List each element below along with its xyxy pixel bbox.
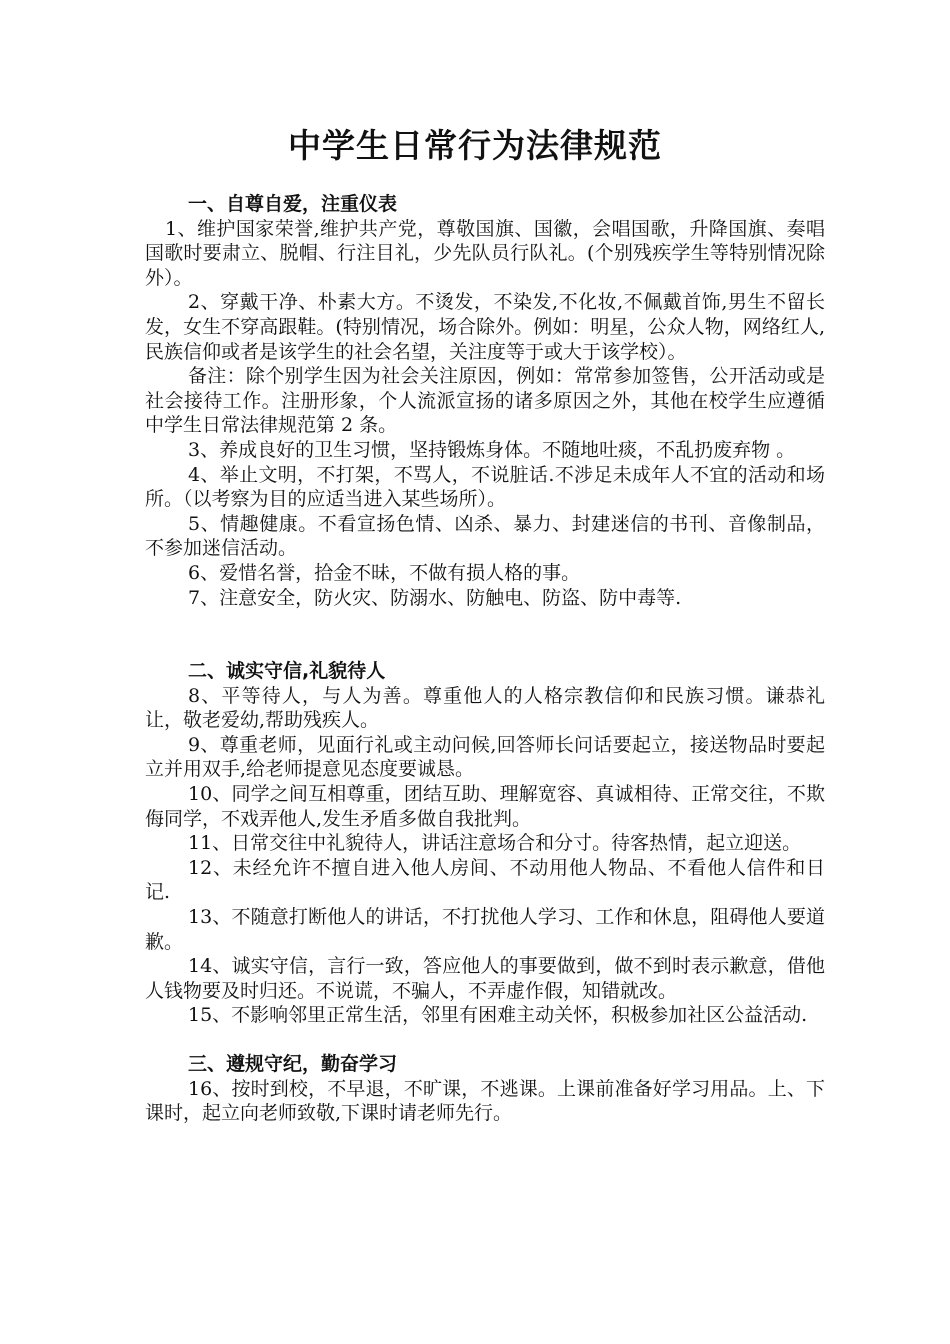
article-paragraph: 10、同学之间互相尊重，团结互助、理解宽容、真诚相待、正常交往，不欺侮同学，不戏弄他人,发生矛盾多做自我批判。: [145, 783, 825, 830]
section-heading: 一、自尊自爱，注重仪表: [188, 193, 398, 215]
section-spacer: [145, 610, 825, 659]
article-paragraph: 1、维护国家荣誉,维护共产党，尊敬国旗、国徽，会唱国歌，升降国旗、奏唱国歌时要肃立、脱帽、行注目礼，少先队员行队礼。(个别残疾学生等特别情况除外）。: [145, 217, 825, 289]
section-heading: 三、遵规守纪，勤奋学习: [188, 1053, 398, 1075]
article-paragraph: 4、举止文明，不打架，不骂人，不说脏话.不涉足未成年人不宜的活动和场所。（以考察为目的应适当进入某些场所）。: [145, 463, 825, 511]
section-2: [145, 659, 825, 1028]
section-heading: 二、诚实守信,礼貌待人: [188, 660, 386, 683]
article-paragraph: 8、平等待人，与人为善。尊重他人的人格宗教信仰和民族习惯。谦恭礼让，敬老爱幼,帮助残疾人。: [145, 684, 825, 732]
document-body: [145, 192, 825, 1126]
article-paragraph: 11、日常交往中礼貌待人，讲话注意场合和分寸。待客热情，起立迎送。: [188, 832, 802, 855]
article-paragraph: 16、按时到校，不早退，不旷课，不逃课。上课前准备好学习用品。上、下课时，起立向老师致敬,下课时请老师先行。: [145, 1077, 825, 1125]
section-3: [145, 1052, 825, 1126]
article-paragraph: 9、尊重老师，见面行礼或主动问候,回答师长问话要起立，接送物品时要起立并用双手,给老师提意见态度要诚恳。: [145, 733, 825, 781]
article-paragraph: 13、不随意打断他人的讲话，不打扰他人学习、工作和休息，阻碍他人要道歉。: [145, 906, 825, 953]
section-spacer: [145, 1028, 825, 1052]
article-paragraph: 6、爱惜名誉，拾金不昧，不做有损人格的事。: [188, 561, 581, 584]
section-1: [145, 192, 825, 610]
article-paragraph: 15、不影响邻里正常生活，邻里有困难主动关怀，积极参加社区公益活动.: [188, 1004, 808, 1027]
article-paragraph: 3、养成良好的卫生习惯，坚持锻炼身体。不随地吐痰，不乱扔废弃物 。: [188, 438, 796, 461]
article-paragraph: 14、诚实守信，言行一致，答应他人的事要做到，做不到时表示歉意，借他人钱物要及时归还。不说谎，不骗人，不弄虚作假，知错就改。: [145, 955, 825, 1002]
article-paragraph: 5、情趣健康。不看宣扬色情、凶杀、暴力、封建迷信的书刊、音像制品，不参加迷信活动。: [145, 512, 825, 560]
article-paragraph: 2、穿戴干净、朴素大方。不烫发，不染发,不化妆,不佩戴首饰,男生不留长发，女生不穿高跟鞋。(特别情况，场合除外。例如：明星，公众人物，网络红人,民族信仰或者是该学生的社会名望，关注度等于或大于该学校）。: [145, 291, 825, 363]
document-title: 中学生日常行为法律规范: [288, 126, 662, 165]
article-paragraph: 7、注意安全，防火灾、防溺水、防触电、防盗、防中毒等.: [188, 586, 682, 609]
note-paragraph: 备注：除个别学生因为社会关注原因，例如：常常参加签售，公开活动或是社会接待工作。注册形象，个人流派宣扬的诸多原因之外，其他在校学生应遵循中学生日常法律规范第 2 条。: [145, 365, 825, 437]
article-paragraph: 12、未经允许不擅自进入他人房间、不动用他人物品、不看他人信件和日记.: [145, 856, 825, 904]
